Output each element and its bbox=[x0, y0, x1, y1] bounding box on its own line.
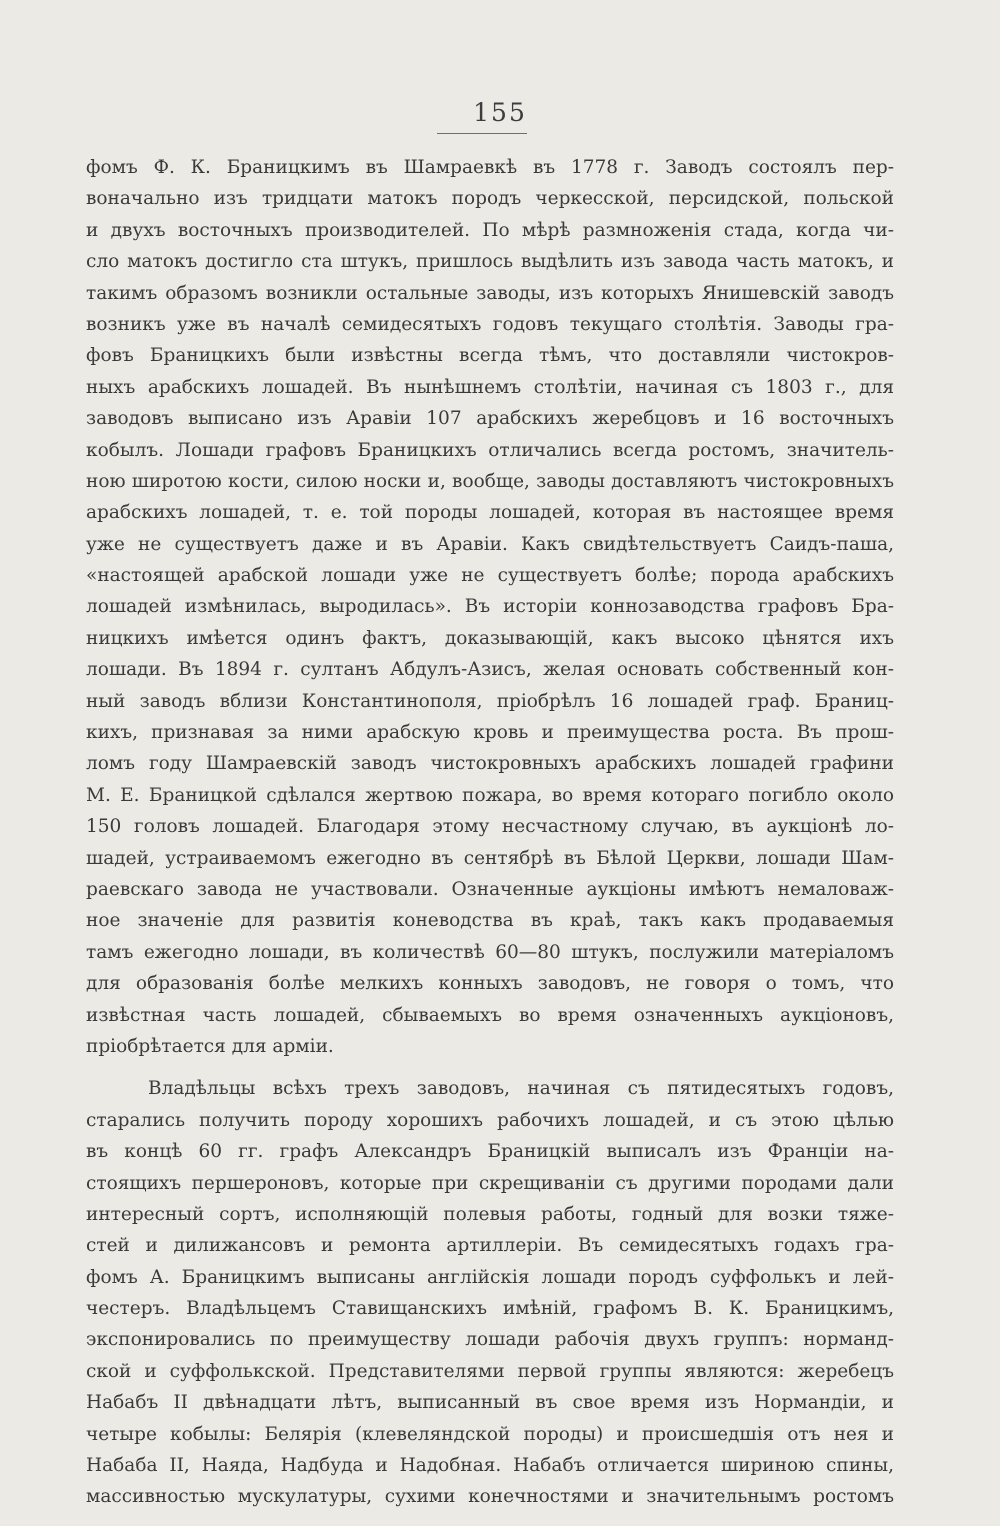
text-line: ный заводъ вблизи Константинополя, пріобрѣлъ 16 лошадей граф. Браниц- bbox=[86, 690, 894, 712]
text-line: воначально изъ тридцати матокъ породъ черкесской, персидской, польской bbox=[86, 188, 894, 210]
text-line: ломъ году Шамраевскій заводъ чистокровныхъ арабскихъ лошадей графини bbox=[86, 753, 894, 775]
paragraph bbox=[86, 1073, 894, 1512]
text-line: ской и суффолькской. Представителями первой группы являются: жеребецъ bbox=[86, 1360, 894, 1382]
text-line: тамъ ежегодно лошади, въ количествѣ 60—80 штукъ, послужили матеріаломъ bbox=[86, 941, 894, 963]
text-line: лошади. Въ 1894 г. султанъ Абдулъ-Азисъ, желая основать собственный кон- bbox=[86, 659, 894, 681]
text-line: Набабъ II двѣнадцати лѣтъ, выписанный въ свое время изъ Нормандіи, и bbox=[86, 1392, 894, 1414]
text-line: ною широтою кости, силою носки и, вообще, заводы доставляютъ чистокровныхъ bbox=[86, 470, 894, 492]
text-line: экспонировались по преимуществу лошади рабочія двухъ группъ: норманд- bbox=[86, 1329, 894, 1351]
text-line: ныхъ арабскихъ лошадей. Въ нынѣшнемъ столѣтіи, начиная съ 1803 г., для bbox=[86, 376, 894, 398]
text-line: М. Е. Браницкой сдѣлался жертвою пожара, во время котораго погибло около bbox=[86, 784, 894, 806]
text-line: стоящихъ першероновъ, которые при скрещиваніи съ другими породами дали bbox=[86, 1172, 894, 1194]
text-line: Владѣльцы всѣхъ трехъ заводовъ, начиная съ пятидесятыхъ годовъ, bbox=[148, 1078, 894, 1100]
text-line: кихъ, признавая за ними арабскую кровь и преимущества роста. Въ прош- bbox=[86, 722, 894, 744]
text-line: сло матокъ достигло ста штукъ, пришлось выдѣлить изъ завода часть матокъ, и bbox=[86, 251, 894, 273]
text-line: честеръ. Владѣльцемъ Ставищанскихъ имѣній, графомъ В. К. Браницкимъ, bbox=[86, 1298, 894, 1320]
text-line: такимъ образомъ возникли остальные заводы, изъ которыхъ Янишевскій заводъ bbox=[86, 282, 894, 304]
text-line: извѣстная часть лошадей, сбываемыхъ во время означенныхъ аукціоновъ, bbox=[86, 1004, 894, 1026]
text-line: и двухъ восточныхъ производителей. По мѣрѣ размноженія стада, когда чи- bbox=[86, 219, 894, 241]
text-line: лошадей измѣнилась, выродилась». Въ исторіи коннозаводства графовъ Бра- bbox=[86, 596, 894, 618]
text-line: фомъ А. Браницкимъ выписаны англійскія лошади породъ суффолькъ и лей- bbox=[86, 1266, 894, 1288]
text-line: стей и дилижансовъ и ремонта артиллеріи. Въ семидесятыхъ годахъ гра- bbox=[86, 1235, 894, 1257]
text-line: старались получить породу хорошихъ рабочихъ лошадей, и съ этою цѣлью bbox=[86, 1109, 894, 1131]
text-line: пріобрѣтается для арміи. bbox=[86, 1035, 334, 1057]
text-line: четыре кобылы: Белярія (клевеляндской породы) и происшедшія отъ нея и bbox=[86, 1423, 894, 1445]
page-number: 155 bbox=[473, 98, 527, 127]
text-line: арабскихъ лошадей, т. е. той породы лошадей, которая въ настоящее время bbox=[86, 502, 894, 524]
page-number-rule bbox=[437, 133, 527, 134]
text-line: Набаба II, Наяда, Надбуда и Надобная. Набабъ отличается шириною спины, bbox=[86, 1455, 894, 1477]
text-line: «настоящей арабской лошади уже не существуетъ болѣе; порода арабскихъ bbox=[86, 565, 894, 587]
text-line: ное значеніе для развитія коневодства въ краѣ, такъ какъ продаваемыя bbox=[86, 910, 894, 932]
text-line: заводовъ выписано изъ Аравіи 107 арабскихъ жеребцовъ и 16 восточныхъ bbox=[86, 408, 894, 430]
text-line: раевскаго завода не участвовали. Означенные аукціоны имѣютъ немаловаж- bbox=[86, 878, 894, 900]
text-line: фомъ Ф. К. Браницкимъ въ Шамраевкѣ въ 1778 г. Заводъ состоялъ пер- bbox=[86, 157, 894, 178]
text-line: интересный сортъ, исполняющій полевыя работы, годный для возки тяже- bbox=[86, 1203, 894, 1225]
text-line: въ концѣ 60 гг. графъ Александръ Браницкій выписалъ изъ Франціи на- bbox=[86, 1141, 894, 1163]
text-line: возникъ уже въ началѣ семидесятыхъ годовъ текущаго столѣтія. Заводы гра- bbox=[86, 313, 894, 335]
text-line: уже не существуетъ даже и въ Аравіи. Какъ свидѣтельствуетъ Саидъ-паша, bbox=[86, 533, 894, 555]
text-line: для образованія болѣе мелкихъ конныхъ заводовъ, не говоря о томъ, что bbox=[86, 973, 894, 995]
paragraph-gap bbox=[86, 1062, 894, 1073]
text-line: 150 головъ лошадей. Благодаря этому несчастному случаю, въ аукціонѣ ло- bbox=[86, 816, 894, 838]
text-line: кобылъ. Лошади графовъ Браницкихъ отличались всегда ростомъ, значитель- bbox=[86, 439, 894, 461]
paragraph bbox=[86, 152, 894, 1062]
body-text bbox=[86, 152, 894, 1513]
text-line: массивностью мускулатуры, сухими конечностями и значительнымъ ростомъ bbox=[86, 1486, 894, 1508]
text-line: ницкихъ имѣется одинъ фактъ, доказывающій, какъ высоко цѣнятся ихъ bbox=[86, 627, 894, 649]
text-line: фовъ Браницкихъ были извѣстны всегда тѣмъ, что доставляли чистокров- bbox=[86, 345, 894, 367]
text-line: шадей, устраиваемомъ ежегодно въ сентябрѣ въ Бѣлой Церкви, лошади Шам- bbox=[86, 847, 894, 869]
